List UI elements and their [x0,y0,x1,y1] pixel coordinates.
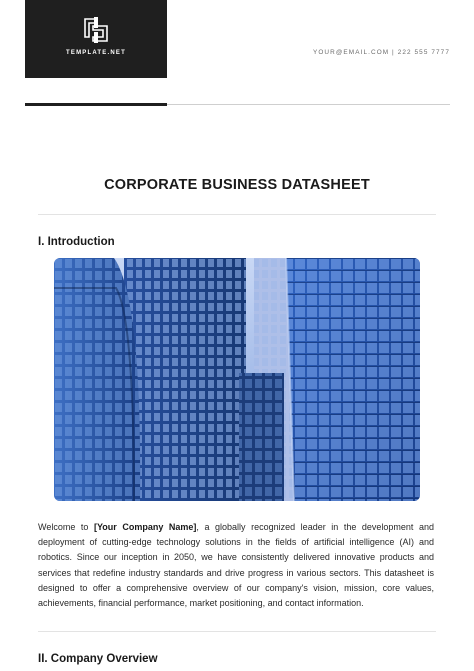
skyscraper-buildings-photo [54,258,420,501]
header-divider-accent [25,103,167,106]
brand-name: TEMPLATE.NET [66,50,126,56]
template-logo-icon [81,15,111,45]
section-divider [38,214,436,215]
company-name-placeholder: [Your Company Name] [93,522,197,532]
brand-logo-block [25,0,167,78]
header-contact-info: YOUR@EMAIL.COM | 222 555 7777 [312,49,450,56]
section-heading-introduction: I. Introduction [38,236,115,248]
section-divider [38,631,436,632]
section-heading-company-overview: II. Company Overview [38,653,158,665]
intro-lead-text: Welcome to [38,522,94,532]
document-title: CORPORATE BUSINESS DATASHEET [104,177,370,193]
buildings-illustration [54,258,420,501]
intro-body-text: , a globally recognized leader in the development and deployment of cutting-edge technology solutions in the fields of artificial intelligence (AI) and robotics. Since our inception in 2050, we have consistently delivered innovative products and services that redefine industry standards and drive progress in various sectors. This datasheet is designed to offer a comprehensive overview of our company's vision, mission, core values, achievements, financial performance, market positioning, and contact information. [38,522,434,609]
introduction-paragraph [38,520,434,611]
